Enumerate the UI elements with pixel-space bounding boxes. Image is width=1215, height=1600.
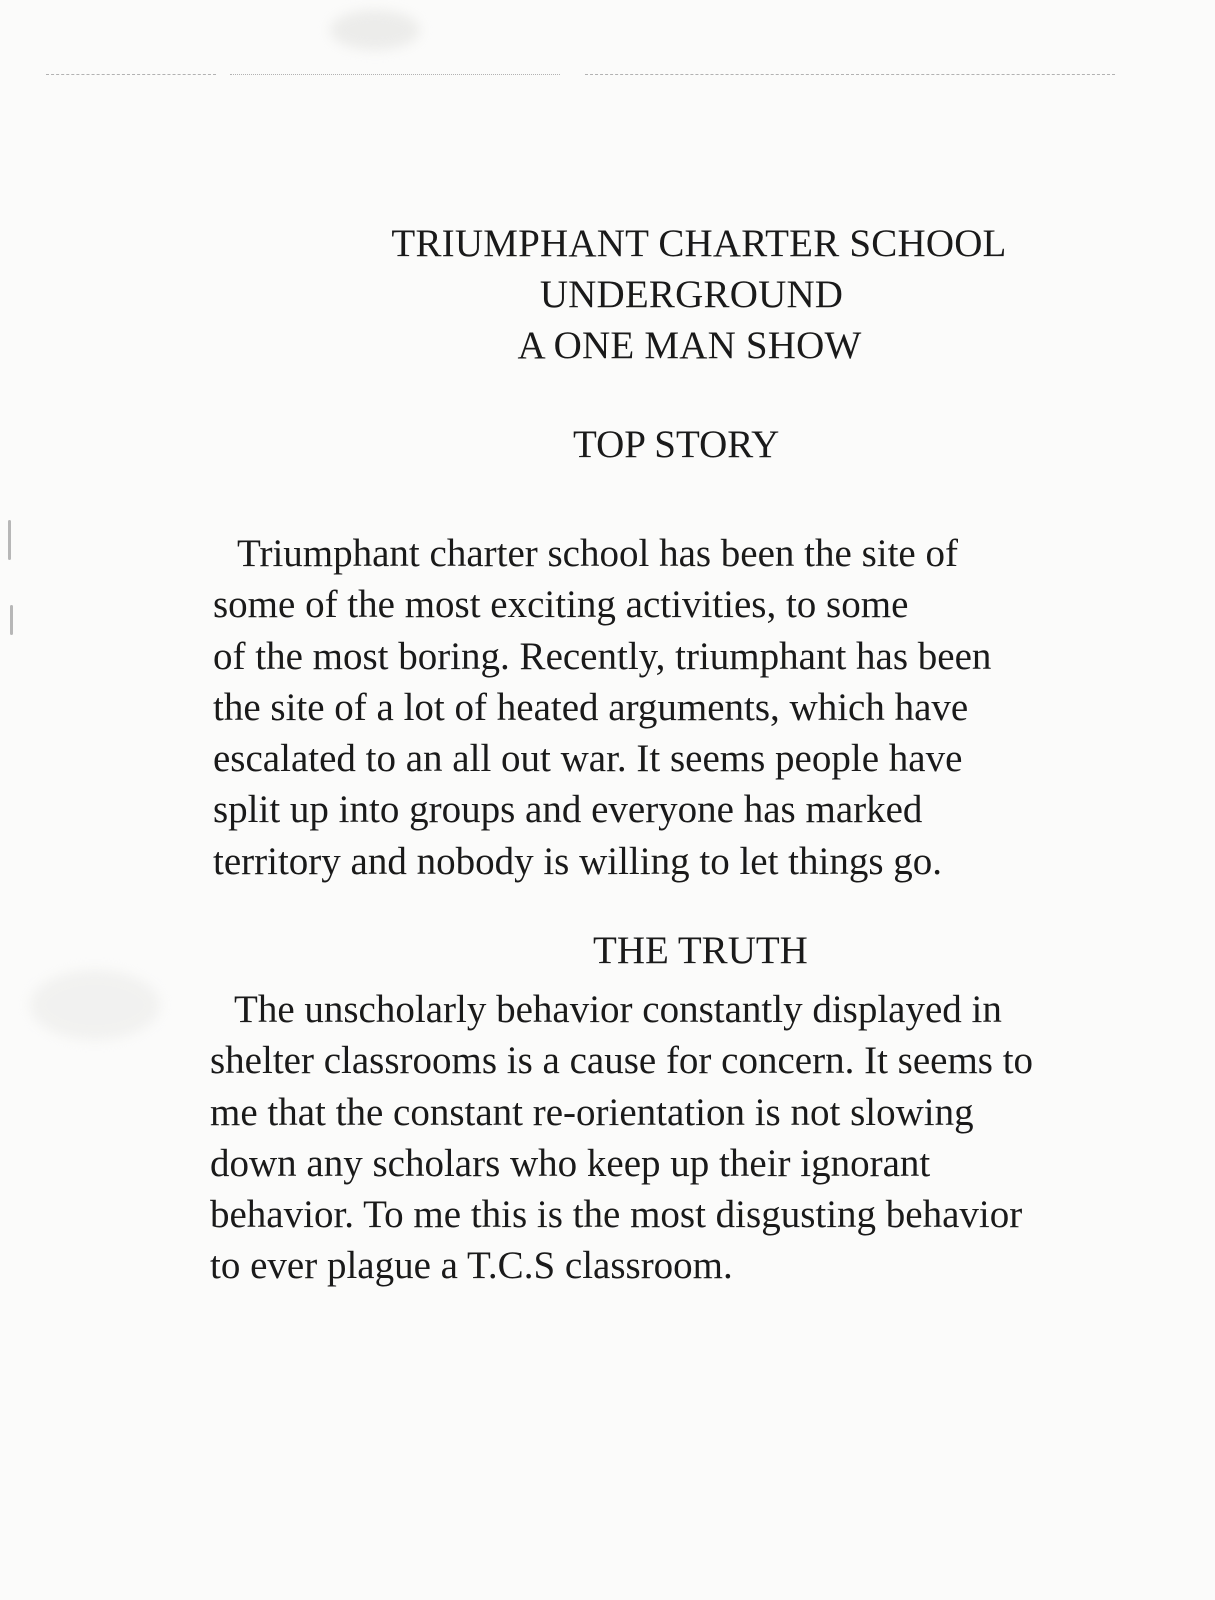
document-title [0,218,1215,371]
title-line: A ONE MAN SHOW [517,324,862,367]
body-line: some of the most exciting activities, to some [213,583,909,627]
scan-artifact-line [46,74,216,75]
scan-artifact-line [230,74,560,75]
title-line: TRIUMPHANT CHARTER SCHOOL [391,222,1007,265]
section-body-the-truth [210,984,1033,1292]
scan-edge-mark [8,520,11,560]
body-line: down any scholars who keep up their ignorant [210,1141,931,1185]
scan-smudge [330,10,420,50]
section-heading-top-story: TOP STORY [573,423,780,466]
body-line: split up into groups and everyone has marked [213,788,923,832]
body-line: of the most boring. Recently, triumphant has been [213,634,992,678]
scan-artifact-line [585,74,1115,75]
scan-smudge [30,970,160,1040]
section-body-top-story [213,528,991,887]
body-line: me that the constant re-orientation is not slowing [210,1090,974,1134]
body-line: shelter classrooms is a cause for concern. It seems to [210,1039,1034,1083]
body-line: the site of a lot of heated arguments, which have [213,685,969,729]
scan-edge-mark [10,605,13,635]
section-heading-the-truth: THE TRUTH [593,929,808,972]
body-line: behavior. To me this is the most disgusting behavior [210,1193,1023,1237]
body-line: escalated to an all out war. It seems people have [213,737,963,781]
body-line: to ever plague a T.C.S classroom. [210,1244,733,1288]
body-line: territory and nobody is willing to let things go. [213,839,943,883]
body-line: The unscholarly behavior constantly displayed in [234,988,1002,1031]
body-line: Triumphant charter school has been the site of [237,532,958,575]
title-line: UNDERGROUND [539,273,844,316]
